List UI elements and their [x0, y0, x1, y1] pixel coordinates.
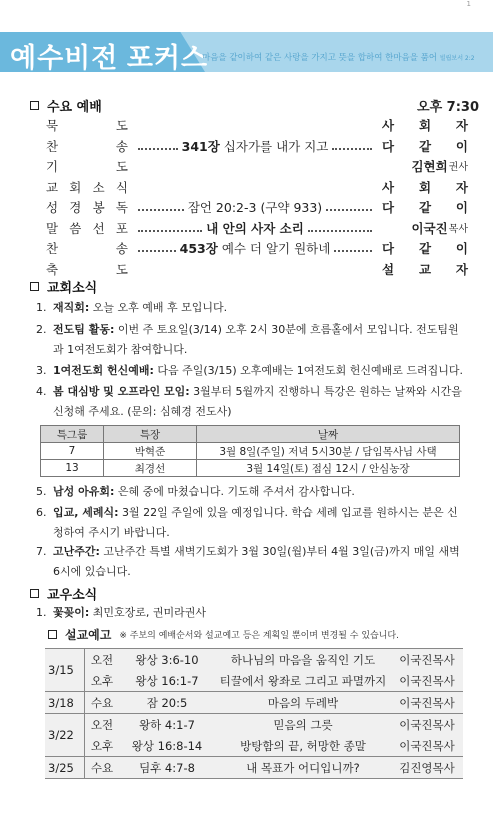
- order-content: [134, 239, 376, 257]
- person-name: 김현희: [411, 159, 448, 174]
- sermon-title: 하나님의 마음을 움직인 기도: [215, 649, 391, 671]
- sermon-service: 수요: [85, 757, 120, 779]
- order-bold-text: 453장: [179, 241, 218, 256]
- table-header-row: [41, 426, 460, 443]
- table-cell: 13: [41, 460, 104, 477]
- table-row: [45, 714, 463, 736]
- news-item-text: 다음 주일(3/15) 오후예배는 1여전도회 헌신예배로 드려집니다.: [157, 364, 464, 377]
- news-item-number: 3.: [36, 364, 47, 377]
- news-item-text: 은혜 중에 마쳤습니다. 기도해 주셔서 감사합니다.: [117, 485, 355, 498]
- table-row: [45, 735, 463, 757]
- sermon-note: ※ 주보의 예배순서와 설교예고 등은 계획일 뿐이며 변경될 수 있습니다.: [119, 631, 399, 641]
- sermon-service: 오후: [90, 673, 114, 688]
- order-person: 사 회 자: [382, 179, 468, 195]
- table-row: [45, 670, 463, 692]
- sermon-passage: 왕상 3:6-10: [119, 649, 215, 671]
- members-item-keyword: 꽃꽂이:: [53, 606, 90, 619]
- news-item-text: 3월부터 5월까지 진행하니 특강은 원하는 날짜와 시간을 신청해 주세요. (문의: 심혜경 전도사): [53, 385, 462, 418]
- news-item-keyword: 봄 대심방 및 오프라인 모임:: [53, 385, 190, 398]
- table-cell: 7: [41, 443, 104, 460]
- motto-text: 마음을 같이하여 같은 사랑을 가지고 뜻을 합하여 한마음을 품어: [202, 53, 438, 63]
- table-row: [45, 757, 463, 779]
- news-heading: [30, 277, 97, 296]
- news-item-number: 6.: [36, 506, 47, 519]
- order-label: 기 도: [46, 159, 128, 174]
- table-row: [45, 692, 463, 714]
- order-row: [46, 136, 468, 156]
- sermon-title: 티끌에서 왕좌로 그리고 파멸까지: [219, 673, 387, 688]
- sermon-preacher: 이국진목사: [391, 714, 463, 736]
- sermon-service: 오전: [85, 714, 120, 736]
- table-row: [45, 649, 463, 671]
- order-text: 예수 더 알기 원하네: [221, 241, 331, 256]
- order-person: 다 같 이: [382, 241, 468, 256]
- news-item-keyword: 재직회:: [53, 301, 90, 314]
- worship-heading: [30, 96, 102, 115]
- table-header: 특장: [104, 426, 197, 443]
- news-item-number: 1.: [36, 301, 47, 314]
- order-label: 축 도: [46, 261, 128, 277]
- news-item-keyword: 남성 아유회:: [53, 485, 115, 498]
- sermon-service: 수요: [85, 692, 120, 714]
- sermon-service: 오후: [90, 738, 114, 753]
- sermon-preacher: 이국진목사: [399, 738, 455, 753]
- table-header: 특그룹: [41, 426, 104, 443]
- order-person: 사 회 자: [382, 118, 468, 133]
- checkbox-square-icon: [48, 630, 57, 639]
- sermon-date: 3/18: [45, 692, 85, 714]
- news-item-5: [36, 482, 464, 502]
- order-row: [46, 259, 468, 279]
- worship-heading-label: 수요 예배: [47, 100, 102, 115]
- order-content: [134, 219, 376, 237]
- news-item-keyword: 1여전도회 헌신예배:: [53, 364, 154, 377]
- person-title: 목사: [448, 223, 468, 235]
- news-item-text: 3월 22일 주일에 있을 예정입니다. 학습 세례 입교를 원하시는 분은 신청하여 주시기 바랍니다.: [53, 506, 458, 539]
- order-row: [46, 115, 468, 135]
- news-item-7: [36, 542, 464, 582]
- sermon-title: 방탕함의 끝, 허망한 종말: [240, 738, 366, 753]
- order-row: [46, 218, 468, 238]
- order-text: 십자가를 내가 지고: [223, 138, 329, 154]
- checkbox-square-icon: [30, 101, 39, 110]
- sermon-title: 내 목표가 어디입니까?: [215, 757, 391, 779]
- order-person: 다 같 이: [382, 138, 468, 154]
- order-label: 성 경 봉 독: [46, 200, 128, 215]
- sermon-passage: 딤후 4:7-8: [119, 757, 215, 779]
- order-bold-text: 341장: [181, 138, 220, 154]
- order-label: 묵 도: [46, 118, 128, 133]
- order-content: [134, 198, 376, 216]
- table-cell: 3월 8일(주일) 저녁 5시30분 / 담임목사님 사택: [197, 443, 460, 460]
- sermon-passage: 잠 20:5: [119, 692, 215, 714]
- motto-reference: 빌립보서 2:2: [439, 55, 475, 62]
- news-item-text: 오늘 오후 예배 후 모입니다.: [92, 301, 228, 314]
- order-row: [46, 238, 468, 258]
- sermon-preacher: 이국진목사: [399, 673, 455, 688]
- person-title: 권사: [448, 162, 468, 173]
- members-item: [36, 603, 464, 623]
- order-person: 설 교 자: [382, 261, 468, 277]
- order-row: [46, 177, 468, 197]
- sermon-preacher: 이국진목사: [391, 649, 463, 671]
- header-banner: [0, 18, 493, 76]
- sermon-preacher: 김진영목사: [391, 757, 463, 779]
- table-header: 날짜: [197, 426, 460, 443]
- order-content: [134, 124, 376, 126]
- checkbox-square-icon: [30, 589, 39, 598]
- news-item-number: 4.: [36, 385, 47, 398]
- order-label: 말 씀 선 포: [46, 220, 128, 236]
- news-item-keyword: 전도팀 활동:: [53, 323, 115, 336]
- table-row: [41, 460, 460, 477]
- news-item-6: [36, 503, 464, 543]
- sermon-date: 3/25: [45, 757, 85, 779]
- sermon-date: 3/15: [45, 649, 85, 692]
- sermon-service: 오전: [85, 649, 120, 671]
- news-item-keyword: 입교, 세례식:: [53, 506, 119, 519]
- news-item-1: [36, 298, 464, 318]
- order-label: 찬 송: [46, 138, 128, 154]
- news-item-number: 2.: [36, 323, 47, 336]
- sermon-preacher: 이국진목사: [391, 692, 463, 714]
- news-item-3: [36, 361, 464, 381]
- order-label: 찬 송: [46, 241, 128, 256]
- news-item-number: 7.: [36, 545, 47, 558]
- members-item-number: 1.: [36, 606, 47, 619]
- sermon-heading-label: 설교예고: [65, 628, 112, 642]
- members-heading: [30, 584, 97, 603]
- order-label: 교 회 소 식: [46, 179, 128, 195]
- sermon-heading: [48, 626, 399, 643]
- order-person: [382, 219, 468, 237]
- checkbox-square-icon: [30, 282, 39, 291]
- news-item-number: 5.: [36, 485, 47, 498]
- table-row: [41, 443, 460, 460]
- order-content: [134, 137, 376, 155]
- sermon-table: [45, 648, 463, 779]
- sermon-passage: 왕상 16:8-14: [131, 738, 203, 753]
- order-content: [134, 268, 376, 270]
- header-motto: [202, 51, 475, 63]
- order-content: [134, 165, 376, 167]
- table-cell: 박혁준: [104, 443, 197, 460]
- order-row: [46, 197, 468, 217]
- members-heading-label: 교우소식: [47, 588, 98, 603]
- header-title: 예수비전 포커스: [10, 43, 209, 73]
- sermon-date: 3/22: [45, 714, 85, 757]
- news-item-text: 고난주간 특별 새벽기도회가 3월 30일(월)부터 4월 3일(금)까지 매일 새벽 6시에 있습니다.: [53, 545, 460, 578]
- home-visit-table: [40, 425, 460, 477]
- person-name: 이국진: [411, 220, 448, 236]
- table-cell: 3월 14일(토) 점심 12시 / 안심농장: [197, 460, 460, 477]
- members-item-text: 최민호장로, 권미라권사: [92, 606, 207, 619]
- sermon-passage: 왕하 4:1-7: [119, 714, 215, 736]
- order-bold-text: 내 안의 사자 소리: [206, 220, 304, 236]
- order-person: [382, 157, 468, 175]
- news-item-2: [36, 320, 464, 360]
- news-heading-label: 교회소식: [47, 281, 98, 296]
- news-item-4: [36, 382, 464, 422]
- order-person: 다 같 이: [382, 200, 468, 215]
- sermon-title: 믿음의 그릇: [215, 714, 391, 736]
- table-cell: 최경선: [104, 460, 197, 477]
- page-mark: 1: [466, 0, 471, 8]
- order-text: 잠언 20:2-3 (구약 933): [187, 200, 323, 215]
- worship-time: 오후 7:30: [417, 100, 479, 115]
- news-item-text: 이번 주 토요일(3/14) 오후 2시 30분에 흐름홀에서 모입니다. 전도팀원과 1여전도회가 참여합니다.: [53, 323, 459, 356]
- order-row: [46, 156, 468, 176]
- sermon-title: 마음의 두레박: [215, 692, 391, 714]
- news-item-keyword: 고난주간:: [53, 545, 100, 558]
- order-content: [134, 186, 376, 188]
- sermon-passage: 왕상 16:1-7: [135, 673, 199, 688]
